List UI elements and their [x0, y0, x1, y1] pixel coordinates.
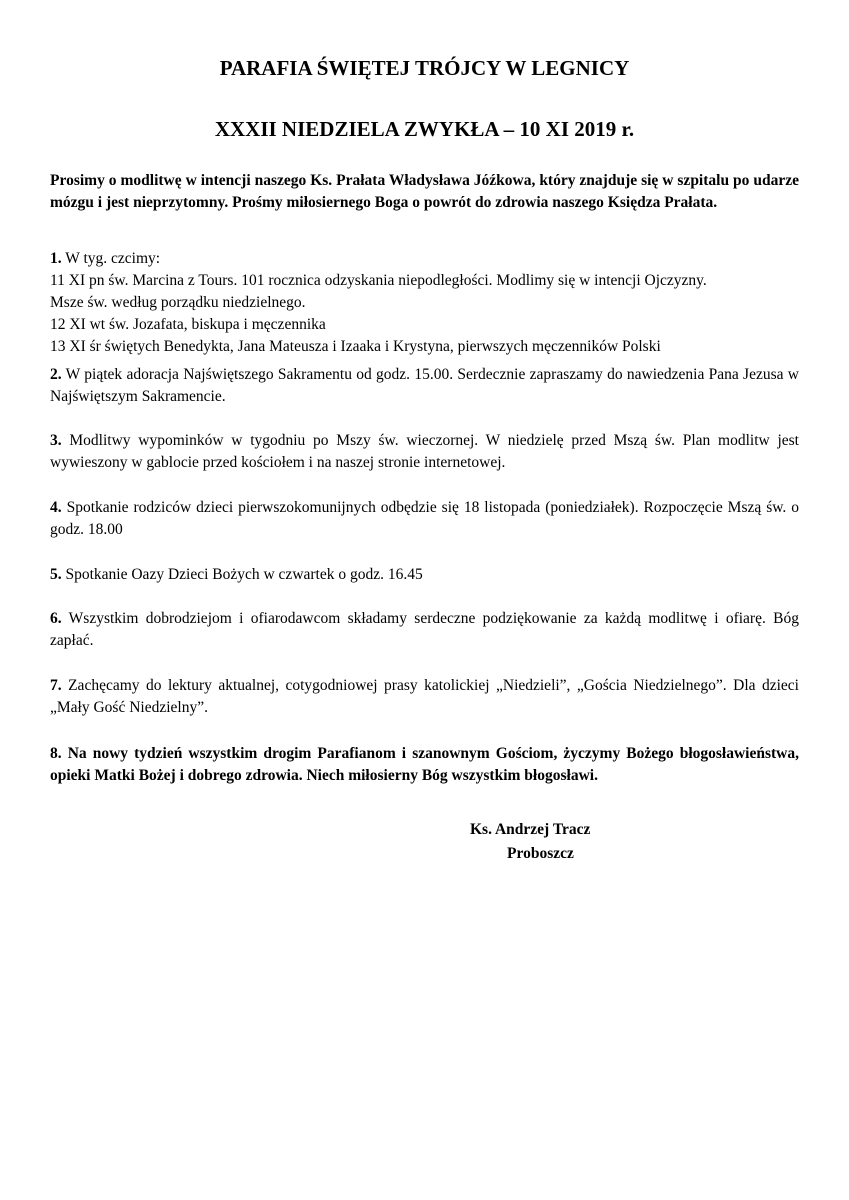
- announcement-text: Na nowy tydzień wszystkim drogim Parafianom i szanownym Gościom, życzymy Bożego błogosławieństwa, opieki Matki Bożej i dobrego zdrowia. Niech miłosierny Bóg wszystkim błogosławi.: [50, 745, 799, 784]
- announcement-1: [50, 248, 799, 358]
- feast-line: 12 XI wt św. Jozafata, biskupa i męczennika: [50, 316, 326, 333]
- announcement-2: [50, 364, 799, 408]
- announcement-text: Spotkanie Oazy Dzieci Bożych w czwartek o godz. 16.45: [61, 566, 423, 583]
- signature-block: [440, 818, 660, 866]
- announcement-number: 3.: [50, 432, 62, 449]
- announcement-number: 4.: [50, 499, 62, 516]
- announcement-5: [50, 564, 799, 586]
- announcement-text: Zachęcamy do lektury aktualnej, cotygodniowej prasy katolickiej „Niedzieli”, „Gościa Niedzielnego”. Dla dzieci „Mały Gość Niedzielny”.: [50, 677, 799, 716]
- announcement-3: [50, 430, 799, 474]
- announcement-number: 2.: [50, 366, 62, 383]
- announcement-text: Modlitwy wypominków w tygodniu po Mszy św. wieczornej. W niedzielę przed Mszą św. Plan modlitw jest wywieszony w gablocie przed kościołem i na naszej stronie internetowej.: [50, 432, 799, 471]
- signature-role: Proboszcz: [507, 845, 574, 862]
- announcement-number: 5.: [50, 566, 62, 583]
- announcement-number: 8.: [50, 745, 62, 762]
- intro-paragraph: Prosimy o modlitwę w intencji naszego Ks. Prałata Władysława Jóźkowa, który znajduje się w szpitalu po udarze mózgu i jest nieprzytomny. Prośmy miłosiernego Boga o powrót do zdrowia naszego Księdza Prałata.: [50, 172, 799, 211]
- announcement-4: [50, 497, 799, 541]
- signature-name: Ks. Andrzej Tracz: [470, 821, 591, 838]
- announcement-text: W piątek adoracja Najświętszego Sakramentu od godz. 15.00. Serdecznie zapraszamy do nawiedzenia Pana Jezusa w Najświętszym Sakramencie.: [50, 366, 799, 405]
- announcement-8: [50, 743, 799, 787]
- announcement-7: [50, 675, 799, 719]
- announcement-6: [50, 608, 799, 652]
- feast-line: 11 XI pn św. Marcina z Tours. 101 rocznica odzyskania niepodległości. Modlimy się w intencji Ojczyzny.: [50, 272, 707, 289]
- sunday-title: XXXII NIEDZIELA ZWYKŁA – 10 XI 2019 r.: [214, 117, 635, 141]
- announcement-lead: W tyg. czcimy:: [61, 250, 161, 267]
- announcement-text: Spotkanie rodziców dzieci pierwszokomunijnych odbędzie się 18 listopada (poniedziałek). Rozpoczęcie Mszą św. o godz. 18.00: [50, 499, 799, 538]
- announcement-number: 1.: [50, 250, 62, 267]
- feast-line: 13 XI śr świętych Benedykta, Jana Mateusza i Izaaka i Krystyna, pierwszych męczenników Polski: [50, 338, 661, 355]
- announcement-text: Wszystkim dobrodziejom i ofiarodawcom składamy serdeczne podziękowanie za każdą modlitwę i ofiarę. Bóg zapłać.: [50, 610, 799, 649]
- announcement-number: 6.: [50, 610, 62, 627]
- announcement-number: 7.: [50, 677, 62, 694]
- parish-title: PARAFIA ŚWIĘTEJ TRÓJCY W LEGNICY: [219, 56, 630, 80]
- feast-line: Msze św. według porządku niedzielnego.: [50, 294, 306, 311]
